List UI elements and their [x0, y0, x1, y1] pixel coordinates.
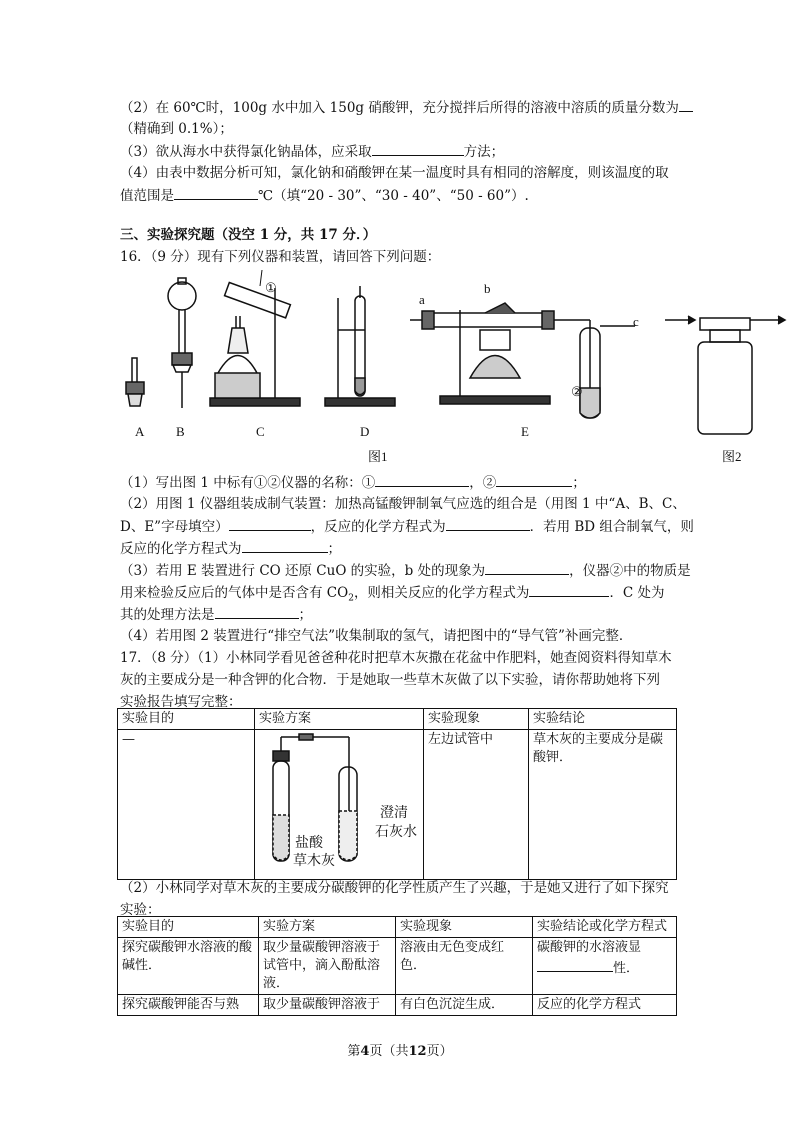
- q16-text: ；: [298, 607, 312, 623]
- q16-part-2: （2）用图 1 仪器组装成制气装置：加热高锰酸钾制氧气应选的组合是（用图 1 中“A、B、C、: [120, 496, 686, 512]
- table-header: 实验方案: [259, 917, 396, 938]
- answer-blank[interactable]: [496, 472, 572, 487]
- footer-text: 页）: [426, 1044, 453, 1059]
- q17-part-2: （2）小林同学对草木灰的主要成分碳酸钾的化学性质产生了兴趣，于是她又进行了如下探究: [120, 880, 669, 896]
- q16-intro: 16．（9 分）现有下列仪器和装置，请回答下列问题：: [120, 249, 441, 265]
- fig-letter-b: B: [176, 424, 185, 439]
- q16-part-3: [120, 560, 691, 581]
- cell-text: 性．: [613, 961, 640, 976]
- apparatus-figure: [110, 268, 790, 468]
- table-header: 实验结论: [529, 709, 677, 730]
- q16-part-2c: [120, 538, 341, 559]
- table-header: 实验方案: [255, 709, 424, 730]
- answer-blank[interactable]: [529, 582, 609, 597]
- q16-text: 用来检验反应后的气体中是否含有 CO: [120, 585, 349, 601]
- table-cell-conclusion: 草木灰的主要成分是碳酸钾．: [529, 730, 677, 880]
- answer-blank[interactable]: [679, 97, 693, 112]
- q16-text: （3）若用 E 装置进行 CO 还原 CuO 的实验，b 处的现象为: [120, 563, 486, 579]
- q16-text: ；: [572, 475, 586, 491]
- q16-text: ．C 处为: [609, 585, 665, 601]
- table-cell: 取少量碳酸钾溶液于: [259, 995, 396, 1016]
- figure-1-caption: 图1: [368, 449, 388, 464]
- page-number: 4: [360, 1044, 370, 1059]
- footer-text: 页（共: [369, 1044, 409, 1059]
- q15-text: 方法；: [463, 144, 505, 160]
- fig-letter-d: D: [360, 424, 370, 439]
- figure-2-bottle: [665, 316, 785, 434]
- answer-blank[interactable]: [242, 538, 328, 553]
- table-cell-purpose[interactable]: —: [118, 730, 255, 880]
- table-header: 实验现象: [424, 709, 529, 730]
- q16-text: ，②: [469, 475, 497, 491]
- apparatus-a: [126, 358, 144, 406]
- figure-2-caption: 图2: [722, 449, 742, 464]
- answer-blank[interactable]: [537, 957, 613, 972]
- q15-text: 值范围是: [120, 188, 174, 204]
- answer-blank[interactable]: [446, 516, 530, 531]
- answer-blank[interactable]: [174, 185, 258, 200]
- q15-text: （3）欲从海水中获得氯化钠晶体，应采取: [120, 144, 372, 160]
- label-limewater-2: 石灰水: [375, 825, 417, 840]
- apparatus-b: [168, 278, 196, 408]
- answer-blank[interactable]: [229, 516, 311, 531]
- table-cell: 探究碳酸钾水溶液的酸碱性．: [118, 938, 259, 995]
- apparatus-c: [210, 270, 300, 406]
- label-ash: 草木灰: [293, 854, 335, 869]
- q16-text: 反应的化学方程式为: [120, 541, 242, 557]
- label-b: b: [484, 281, 491, 296]
- test-tube-figure: [259, 731, 409, 869]
- label-instrument-2: ②: [571, 384, 583, 399]
- table-cell: 有白色沉淀生成．: [396, 995, 533, 1016]
- table-cell: 溶液由无色变成红色．: [396, 938, 533, 995]
- subscript: 2: [348, 593, 354, 604]
- cell-text: 碳酸钾的水溶液显: [537, 940, 642, 955]
- answer-blank[interactable]: [372, 141, 464, 156]
- q16-text: ；: [327, 541, 341, 557]
- q15-line-2: [120, 97, 693, 118]
- q15-text: ℃（填“20 - 30”、“30 - 40”、“50 - 60”）.: [258, 188, 529, 204]
- q17-line-3: 实验报告填写完整：: [120, 694, 242, 710]
- q16-text: D、E”字母填空）: [120, 519, 229, 535]
- label-c: c: [633, 314, 639, 329]
- fig-letter-c: C: [256, 424, 265, 439]
- table-cell: 取少量碳酸钾溶液于试管中，滴入酚酞溶液．: [259, 938, 396, 995]
- q15-line-3: [120, 141, 504, 162]
- answer-blank[interactable]: [215, 604, 299, 619]
- q17-line-1: 17．（8 分）（1）小林同学看见爸爸种花时把草木灰撒在花盆中作肥料，她查阅资料得知草木: [120, 650, 672, 666]
- section-heading: 三、实验探究题（没空 1 分，共 17 分．）: [120, 227, 377, 243]
- label-a: a: [419, 292, 425, 307]
- table-header: 实验结论或化学方程式: [533, 917, 677, 938]
- q15-line-4: （4）由表中数据分析可知，氯化钠和硝酸钾在某一温度时具有相同的溶解度，则该温度的取: [120, 165, 669, 181]
- table-header: 实验目的: [118, 709, 255, 730]
- q16-text: ，反应的化学方程式为: [310, 519, 446, 535]
- q16-text: 其的处理方法是: [120, 607, 215, 623]
- page-footer: [0, 1040, 800, 1059]
- q16-text: ，则相关反应的化学方程式为: [353, 585, 530, 601]
- apparatus-d: [325, 286, 395, 406]
- q16-part-3c: [120, 604, 312, 625]
- q15-line-2b: （精确到 0.1%）；: [120, 121, 233, 137]
- q16-text: ，仪器②中的物质是: [569, 563, 691, 579]
- table-cell: [533, 938, 677, 995]
- answer-blank[interactable]: [485, 560, 569, 575]
- table-header: 实验目的: [118, 917, 259, 938]
- page-total: 12: [408, 1044, 427, 1059]
- table-cell: 反应的化学方程式: [533, 995, 677, 1016]
- q15-line-4b: [120, 185, 529, 206]
- apparatus-e: [410, 303, 635, 418]
- q16-part-2b: [120, 516, 694, 537]
- fig-letter-e: E: [521, 424, 529, 439]
- q16-part-1: [120, 472, 586, 493]
- footer-text: 第: [347, 1044, 361, 1059]
- table-header: 实验现象: [396, 917, 533, 938]
- label-limewater-1: 澄清: [380, 806, 408, 821]
- fig-letter-a: A: [135, 424, 145, 439]
- q15-text: （2）在 60℃时，100g 水中加入 150g 硝酸钾，充分搅拌后所得的溶液中溶质的质量分数为: [120, 100, 679, 116]
- answer-blank[interactable]: [375, 472, 469, 487]
- label-acid: 盐酸: [295, 836, 323, 851]
- q16-text: （1）写出图 1 中标有①②仪器的名称：①: [120, 475, 376, 491]
- report-table-1: [117, 708, 677, 880]
- q16-text: ．若用 BD 组合制氧气，则: [529, 519, 694, 535]
- q17-part-2b: 实验：: [120, 902, 161, 918]
- table-cell-plan: [255, 730, 424, 880]
- q17-line-2: 灰的主要成分是一种含钾的化合物．于是她取一些草木灰做了以下实验，请你帮助她将下列: [120, 672, 660, 688]
- q16-part-4: （4）若用图 2 装置进行“排空气法”收集制取的氢气，请把图中的“导气管”补画完整．: [120, 628, 633, 644]
- label-instrument-1: ①: [265, 280, 277, 295]
- table-cell: 探究碳酸钾能否与熟: [118, 995, 259, 1016]
- report-table-2: [117, 916, 677, 1016]
- table-cell-phenomenon[interactable]: 左边试管中: [424, 730, 529, 880]
